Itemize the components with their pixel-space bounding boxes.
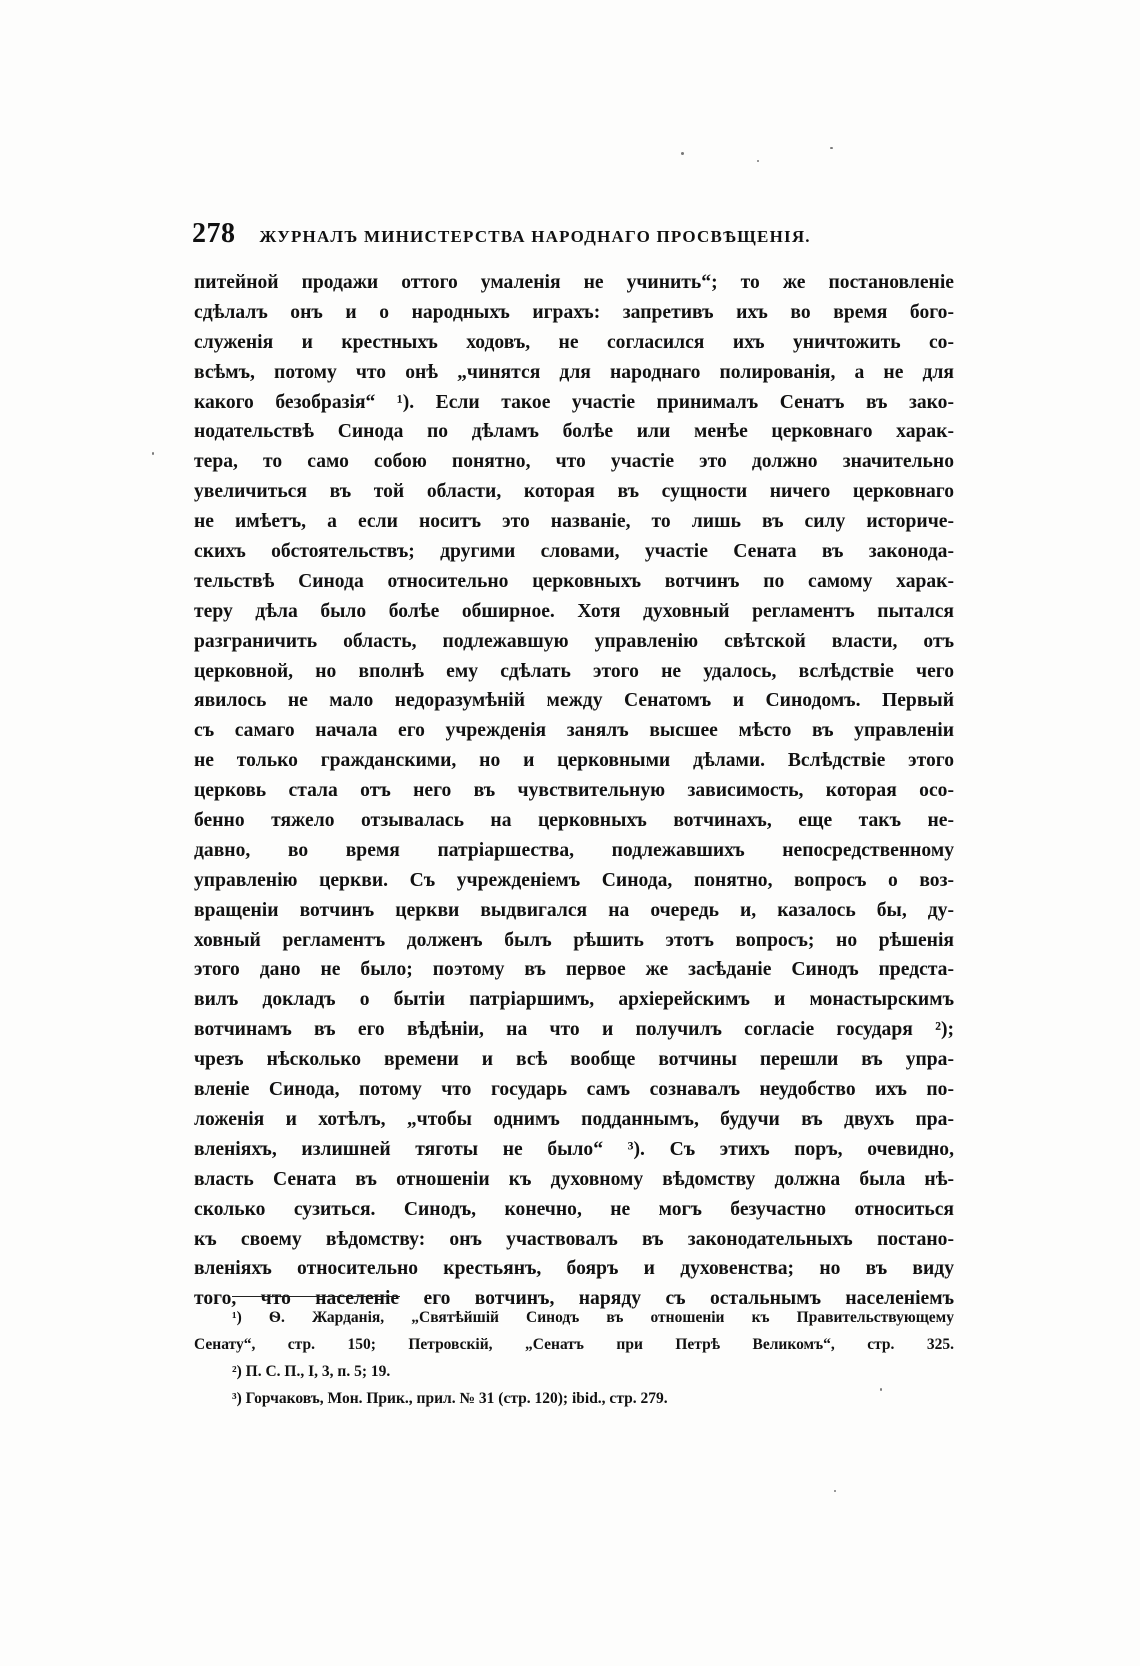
paper-speck [152,452,154,455]
body-line: вленіяхъ, излишней тяготы не было“ ³). Съ этихъ поръ, очевидно, [194,1138,954,1160]
body-line: вотчинамъ въ его вѣдѣніи, на что и получилъ согласіе государя ²); [194,1019,954,1041]
body-line: ложенія и хотѣлъ, „чтобы однимъ подданнымъ, будучи въ двухъ пра- [194,1108,954,1130]
body-line: съ самаго начала его учрежденія занялъ высшее мѣсто въ управленіи [194,720,954,742]
body-line: церковной, но вполнѣ ему сдѣлать этого не удалось, вслѣдствіе чего [194,660,954,682]
body-line: увеличиться въ той области, которая въ сущности ничего церковнаго [194,481,954,503]
paper-speck [830,147,833,149]
body-line: вилъ докладъ о бытіи патріаршимъ, архіерейскимъ и монастырскимъ [194,989,954,1011]
body-line: вращеніи вотчинъ церкви выдвигался на очередь и, казалось бы, ду- [194,899,954,921]
footnotes [194,1304,954,1412]
body-line: тера, то само собою понятно, что участіе это должно значительно [194,451,954,473]
body-line: управленію церкви. Съ учрежденіемъ Синода, понятно, вопросъ о воз- [194,869,954,891]
body-line: сдѣлалъ онъ и о народныхъ играхъ: запретивъ ихъ во время бого- [194,301,954,323]
page-number: 278 [192,218,236,249]
page-header [192,218,962,258]
body-line: давно, во время патріаршества, подлежавшихъ непосредственному [194,839,954,861]
body-line: служенія и крестныхъ ходовъ, не согласился ихъ уничтожить со- [194,331,954,353]
body-line: ховный регламентъ долженъ былъ рѣшить этотъ вопросъ; но рѣшенія [194,929,954,951]
paper-speck [757,160,759,162]
footnote-2: ²) П. С. П., I, 3, п. 5; 19. [232,1363,391,1380]
body-line: вленіяхъ относительно крестьянъ, бояръ и духовенства; но въ виду [194,1258,954,1280]
body-line: власть Сената въ отношеніи къ духовному вѣдомству должна была нѣ- [194,1168,954,1190]
body-line: церковь стала отъ него въ чувствительную зависимость, которая осо- [194,780,954,802]
body-line: не только гражданскими, но и церковными дѣлами. Вслѣдствіе этого [194,750,954,772]
body-line: къ своему вѣдомству: онъ участвовалъ въ законодательныхъ постано- [194,1228,954,1250]
body-line: питейной продажи оттого умаленія не учинить“; то же постановленіе [194,272,954,293]
body-line: того, что населеніе его вотчинъ, наряду съ остальнымъ населеніемъ [194,1288,954,1310]
body-line: тельствѣ Синода относительно церковныхъ вотчинъ по самому харак- [194,570,954,592]
body-line: явилось не мало недоразумѣній между Сенатомъ и Синодомъ. Первый [194,690,954,712]
footnote-3: ³) Горчаковъ, Мон. Прик., прил. № 31 (стр. 120); ibid., стр. 279. [232,1390,668,1407]
paper-speck [681,152,684,155]
body-line: разграничить область, подлежавшую управленію свѣтской власти, отъ [194,630,954,652]
footnote-1-line-2: Сенату“, стр. 150; Петровскій, „Сенатъ при Петрѣ Великомъ“, стр. 325. [194,1336,954,1353]
footnote-1-line-1: ¹) Ѳ. Жарданія, „Святѣйшій Синодъ въ отношеніи къ Правительствующему [232,1309,954,1326]
body-line: нодательствѣ Синода по дѣламъ болѣе или менѣе церковнаго харак- [194,421,954,443]
body-text [194,268,954,1314]
body-line: чрезъ нѣсколько времени и всѣ вообще вотчины перешли въ упра- [194,1049,954,1071]
body-line: бенно тяжело отзывалась на церковныхъ вотчинахъ, еще такъ не- [194,810,954,832]
body-line: не имѣетъ, а если носитъ это названіе, то лишь въ силу историче- [194,511,954,533]
body-line: скихъ обстоятельствъ; другими словами, участіе Сената въ законода- [194,541,954,563]
paper-speck [834,1490,836,1492]
body-line: сколько сузиться. Синодъ, конечно, не могъ безучастно относиться [194,1198,954,1220]
running-title: ЖУРНАЛЪ МИНИСТЕРСТВА НАРОДНАГО ПРОСВѢЩЕНІЯ. [259,227,811,246]
body-line: теру дѣла было болѣе обширное. Хотя духовный регламентъ пытался [194,600,954,622]
body-line: вленіе Синода, потому что государь самъ сознавалъ неудобство ихъ по- [194,1079,954,1101]
footnote-divider [232,1296,400,1297]
body-line: какого безобразія“ ¹). Если такое участіе принималъ Сенатъ въ зако- [194,391,954,413]
body-line: всѣмъ, потому что онѣ „чинятся для народнаго полированія, а не для [194,361,954,383]
body-line: этого дано не было; поэтому въ первое же засѣданіе Синодъ предста- [194,959,954,981]
paper-speck [880,1388,882,1391]
